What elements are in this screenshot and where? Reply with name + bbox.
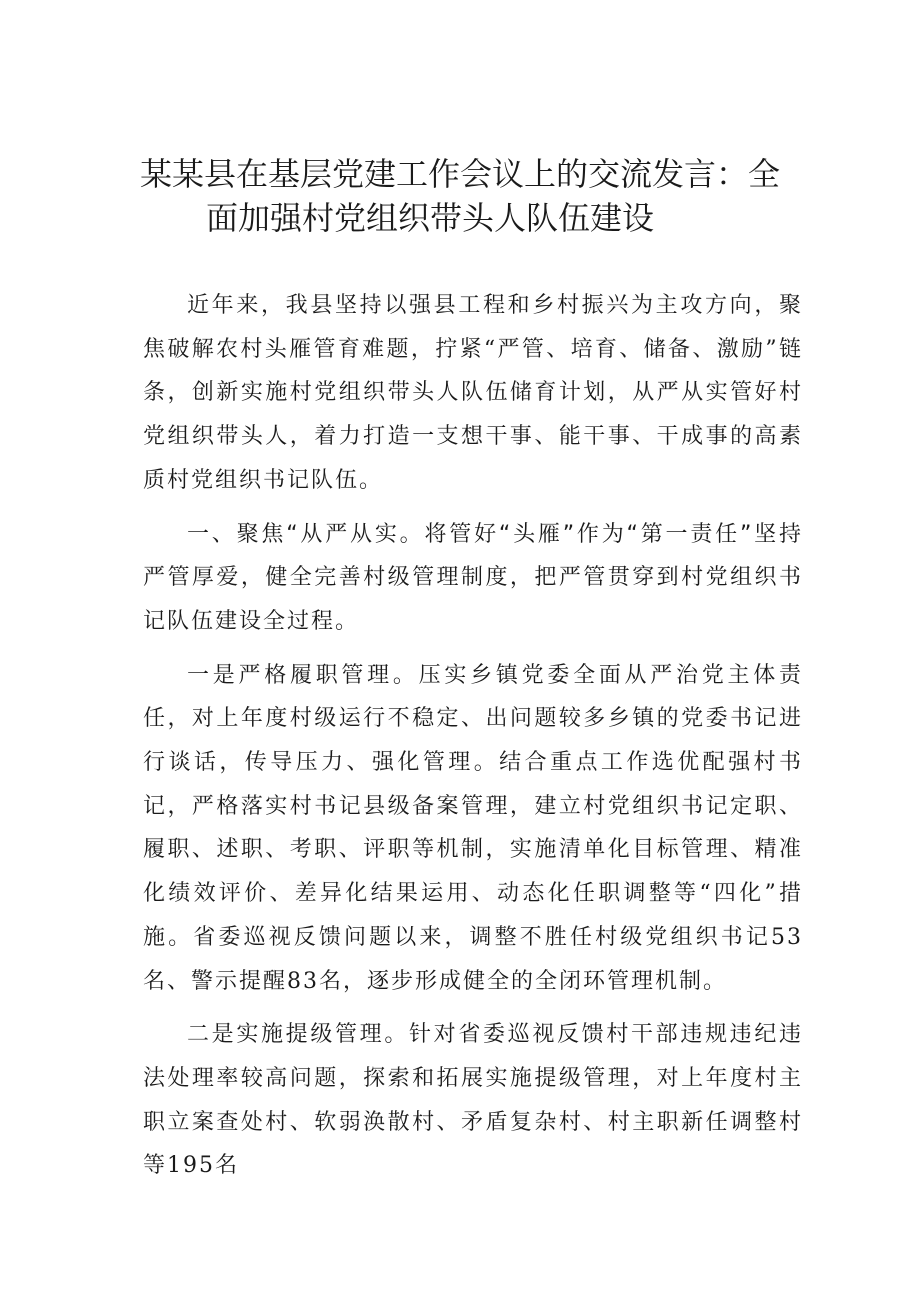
paragraph-strict-duty bbox=[143, 654, 803, 1004]
section-heading: 一、聚焦“从严从实。将管好“头雁”作为“第一责任” bbox=[187, 521, 754, 547]
document-body bbox=[143, 284, 803, 1198]
title-line-1: 某某县在基层党建工作会议上的交流发言：全 bbox=[140, 155, 781, 193]
title-line-2: 面加强村党组织带头人队伍建设 bbox=[206, 199, 655, 237]
paragraph-upgraded-management bbox=[143, 1013, 803, 1188]
document-title bbox=[140, 152, 800, 240]
paragraph-text: 近年来，我县坚持以强县工程和乡村振兴为主攻方向，聚焦破解农村头雁管育难题，拧紧“严管、培育、储备、激励”链条，创新实施村党组织带头人队伍储育计划，从严从实管好村党组织带头人，着力打造一支想干事、能干事、干成事的高素质村党组织书记队伍。 bbox=[143, 293, 803, 493]
paragraph-section-one bbox=[143, 513, 803, 644]
paragraph-intro bbox=[143, 284, 803, 503]
paragraph-text: 坚持严管厚爱，健全完善村级管理制度，把严管贯穿到村党组织书记队伍建设全过程。 bbox=[143, 521, 803, 634]
paragraph-text: 一是严格履职管理。压实乡镇党委全面从严治党主体责任，对上年度村级运行不稳定、出问题较多乡镇的党委书记进行谈话，传导压力、强化管理。结合重点工作选优配强村书记，严格落实村书记县级备案管理，建立村党组织书记定职、履职、述职、考职、评职等机制，实施清单化目标管理、精准化绩效评价、差异化结果运用、动态化任职调整等“四化”措施。省委巡视反馈问题以来，调整不胜任村级党组织书记53名、警示提醒83名，逐步形成健全的全闭环管理机制。 bbox=[143, 662, 803, 994]
paragraph-text: 二是实施提级管理。针对省委巡视反馈村干部违规违纪违法处理率较高问题，探索和拓展实施提级管理，对上年度村主职立案查处村、软弱涣散村、矛盾复杂村、村主职新任调整村等195名 bbox=[143, 1022, 803, 1179]
